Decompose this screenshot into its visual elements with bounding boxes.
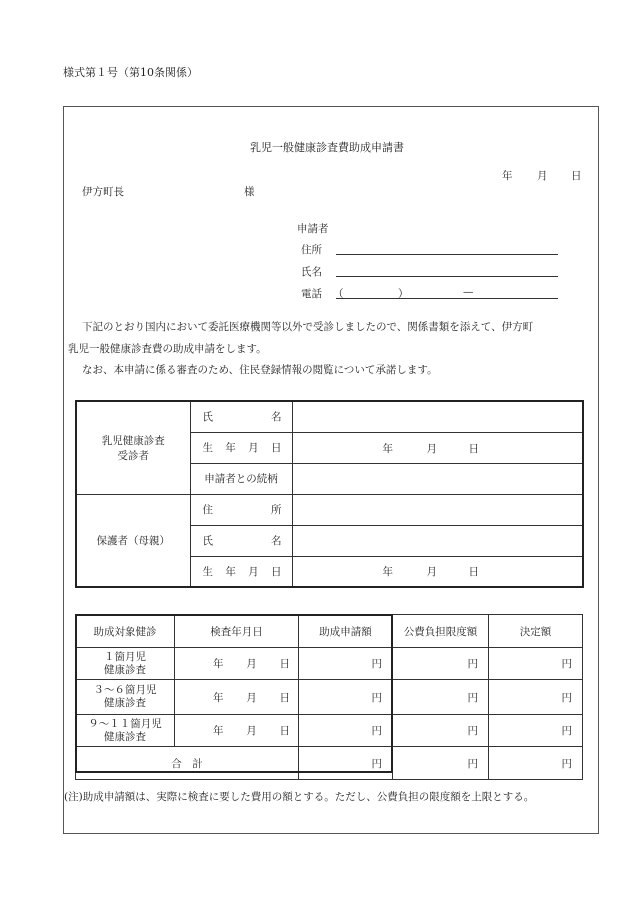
table-row [76, 715, 583, 747]
relation-value[interactable] [292, 463, 583, 494]
applicant-name-field[interactable] [336, 276, 558, 277]
guardian-name-value[interactable] [292, 525, 583, 556]
patient-birthdate-label [190, 432, 292, 463]
header-exam-type: 助成対象健診 [76, 615, 175, 648]
total-request[interactable]: 円 [299, 747, 393, 780]
gbd-char-2: 年 [225, 565, 236, 578]
pbd-day: 日 [468, 442, 479, 455]
request-9-11m[interactable]: 円 [299, 715, 393, 747]
total-decided[interactable]: 円 [489, 747, 583, 780]
bd-char-1: 生 [202, 442, 213, 454]
guardian-birthdate-label [190, 556, 292, 587]
name-char-2: 名 [271, 411, 282, 424]
limit-9-11m[interactable]: 円 [393, 715, 489, 747]
exam-3-6m-line2: 健康診査 [104, 697, 146, 709]
addr-char-2: 所 [271, 504, 282, 516]
exam-type-3-6m [76, 680, 175, 715]
body-line-3: なお、本申請に係る審査のため、住民登録情報の閲覧について承諾します。 [82, 364, 438, 376]
header-limit-amount: 公費負担限度額 [393, 615, 489, 648]
patient-group-line1: 乳児健康診査 [101, 434, 165, 447]
ed2-year: 年 [213, 691, 224, 704]
gbd-char-4: 日 [270, 565, 282, 578]
phone-close-paren: ） [398, 288, 409, 300]
gbd-year: 年 [382, 566, 393, 579]
header-exam-date: 検査年月日 [175, 615, 299, 648]
addr-char-1: 住 [202, 504, 213, 516]
gbd-month: 月 [426, 566, 437, 579]
applicant-phone-label: 電話 [301, 288, 322, 300]
applicant-heading: 申請者 [297, 223, 329, 235]
guardian-name-label [190, 525, 292, 556]
exam-date-3-6m[interactable] [175, 680, 299, 715]
header-decided-amount: 決定額 [489, 615, 583, 648]
guardian-address-value[interactable] [292, 494, 583, 525]
decided-3-6m[interactable]: 円 [489, 680, 583, 715]
guardian-birthdate-value[interactable] [292, 556, 583, 587]
total-label: 合 計 [76, 747, 299, 780]
exam-date-9-11m[interactable] [175, 715, 299, 747]
phone-dash: — [463, 286, 474, 298]
form-number: 様式第１号（第10条関係） [63, 66, 198, 79]
request-1m[interactable]: 円 [299, 648, 393, 680]
patient-group-line2: 受診者 [117, 449, 149, 462]
gbd-char-3: 月 [248, 565, 259, 578]
gbd-day: 日 [468, 566, 479, 579]
gbd-char-1: 生 [202, 565, 213, 578]
ed3-day: 日 [279, 725, 290, 737]
body-line-2: 乳児一般健康診査費の助成申請をします。 [68, 343, 267, 355]
limit-3-6m[interactable]: 円 [393, 680, 489, 715]
applicant-address-label: 住所 [301, 244, 322, 256]
patient-birthdate-value[interactable] [292, 432, 583, 463]
gname-char-2: 名 [271, 535, 282, 547]
exam-3-6m-line1: ３～６箇月児 [93, 684, 157, 696]
ed1-day: 日 [279, 658, 290, 670]
bd-char-3: 月 [248, 442, 259, 454]
ed2-month: 月 [246, 691, 257, 704]
recipient-table [75, 400, 584, 588]
exam-date-1m[interactable] [175, 648, 299, 680]
patient-group-label [76, 401, 190, 494]
applicant-phone-field[interactable] [336, 298, 558, 299]
date-month: 月 [537, 170, 548, 182]
subsidy-table [75, 614, 583, 780]
applicant-name-label: 氏名 [301, 266, 322, 278]
exam-9-11m-line2: 健康診査 [104, 730, 146, 743]
addressee-name: 伊方町長 [82, 186, 124, 198]
phone-open-paren: （ [333, 288, 344, 300]
guardian-group-label: 保護者（母親） [76, 494, 190, 587]
ed2-day: 日 [279, 691, 290, 704]
pbd-year: 年 [382, 442, 393, 455]
name-char-1: 氏 [202, 411, 213, 424]
table-row [76, 680, 583, 715]
patient-name-value[interactable] [292, 401, 583, 432]
table-row [76, 648, 583, 680]
bd-char-2: 年 [225, 442, 236, 454]
body-line-1: 下記のとおり国内において委託医療機関等以外で受診しましたので、関係書類を添えて、伊方町 [82, 321, 534, 333]
total-limit[interactable]: 円 [393, 747, 489, 780]
form-title: 乳児一般健康診査費助成申請書 [250, 141, 404, 154]
header-request-amount: 助成申請額 [299, 615, 393, 648]
pbd-month: 月 [426, 442, 437, 455]
exam-9-11m-line1: ９～１１箇月児 [88, 717, 162, 730]
relation-label: 申請者との続柄 [190, 463, 292, 494]
ed3-year: 年 [213, 725, 224, 737]
ed1-month: 月 [246, 658, 257, 670]
total-row [76, 747, 583, 780]
patient-name-label [190, 401, 292, 432]
gname-char-1: 氏 [202, 535, 213, 547]
decided-1m[interactable]: 円 [489, 648, 583, 680]
date-year: 年 [502, 170, 513, 182]
addressee-honorific: 様 [244, 186, 255, 198]
bd-char-4: 日 [270, 442, 282, 454]
guardian-address-label [190, 494, 292, 525]
ed1-year: 年 [213, 658, 224, 670]
date-day: 日 [571, 170, 582, 182]
applicant-address-field[interactable] [336, 254, 558, 255]
limit-1m[interactable]: 円 [393, 648, 489, 680]
ed3-month: 月 [246, 725, 257, 737]
exam-1m-line1: １箇月児 [104, 650, 146, 663]
exam-type-9-11m [76, 715, 175, 747]
decided-9-11m[interactable]: 円 [489, 715, 583, 747]
exam-1m-line2: 健康診査 [104, 663, 146, 676]
footnote: (注)助成申請額は、実際に検査に要した費用の額とする。ただし、公費負担の限度額を上限とする。 [64, 791, 535, 803]
exam-type-1m [76, 648, 175, 680]
request-3-6m[interactable]: 円 [299, 680, 393, 715]
